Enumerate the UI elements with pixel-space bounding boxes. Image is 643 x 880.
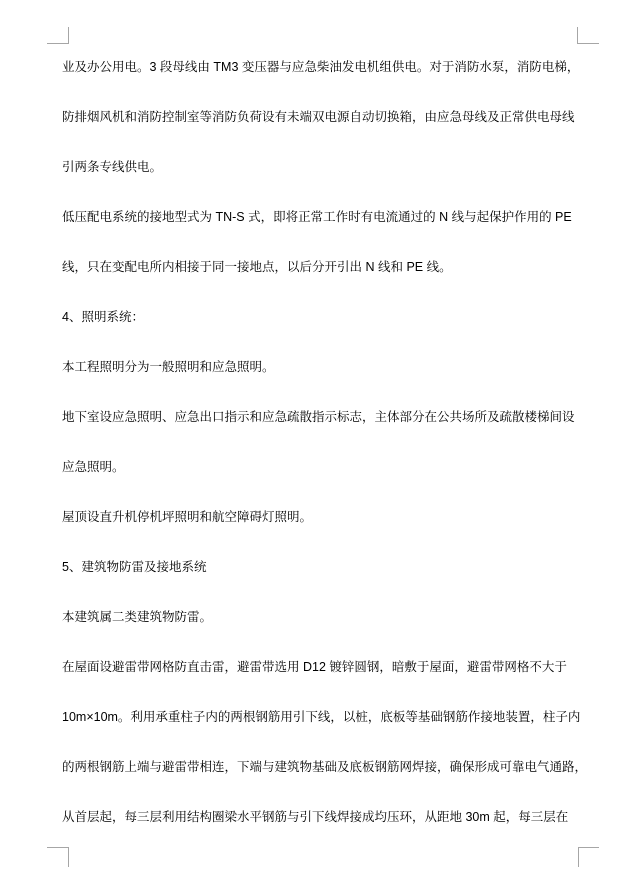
paragraph-lightning-system-line-3: 的两根钢筋上端与避雷带相连，下端与建筑物基础及底板钢筋网焊接，确保形成可靠电气通路， <box>62 760 588 774</box>
section-heading-lightning-protection: 5、建筑物防雷及接地系统 <box>62 560 207 574</box>
paragraph-power-supply-line-3: 引两条专线供电。 <box>62 160 163 174</box>
paragraph-power-supply-line-1: 业及办公用电。3 段母线由 TM3 变压器与应急柴油发电机组供电。对于消防水泵，消防电梯， <box>62 60 580 74</box>
paragraph-emergency-lighting-line-2: 应急照明。 <box>62 460 125 474</box>
paragraph-roof-lighting: 屋顶设直升机停机坪照明和航空障碍灯照明。 <box>62 510 313 524</box>
paragraph-building-classification: 本建筑属二类建筑物防雷。 <box>62 610 213 624</box>
text-boundary-corner-bottom-left <box>47 847 69 867</box>
paragraph-lightning-system-line-1: 在屋面设避雷带网格防直击雷，避雷带选用 D12 镀锌圆钢，暗敷于屋面，避雷带网格不大于 <box>62 660 567 674</box>
paragraph-lightning-system-line-4: 从首层起，每三层利用结构圈梁水平钢筋与引下线焊接成均压环，从距地 30m 起，每三层在 <box>62 810 569 824</box>
paragraph-grounding-type-line-1: 低压配电系统的接地型式为 TN-S 式，即将正常工作时有电流通过的 N 线与起保护作用的 PE <box>62 210 572 224</box>
document-body <box>62 42 592 842</box>
paragraph-emergency-lighting-line-1: 地下室设应急照明、应急出口指示和应急疏散指示标志，主体部分在公共场所及疏散楼梯间设 <box>62 410 575 424</box>
paragraph-power-supply-line-2: 防排烟风机和消防控制室等消防负荷设有未端双电源自动切换箱，由应急母线及正常供电母线 <box>62 110 575 124</box>
section-heading-lighting-system: 4、照明系统： <box>62 310 144 324</box>
text-boundary-corner-bottom-right <box>578 847 599 867</box>
paragraph-lightning-system-line-2: 10m×10m。利用承重柱子内的两根钢筋用引下线，以桩，底板等基础钢筋作接地装置，柱子内 <box>62 710 581 724</box>
paragraph-grounding-type-line-2: 线，只在变配电所内相接于同一接地点，以后分开引出 N 线和 PE 线。 <box>62 260 452 274</box>
paragraph-lighting-overview: 本工程照明分为一般照明和应急照明。 <box>62 360 275 374</box>
